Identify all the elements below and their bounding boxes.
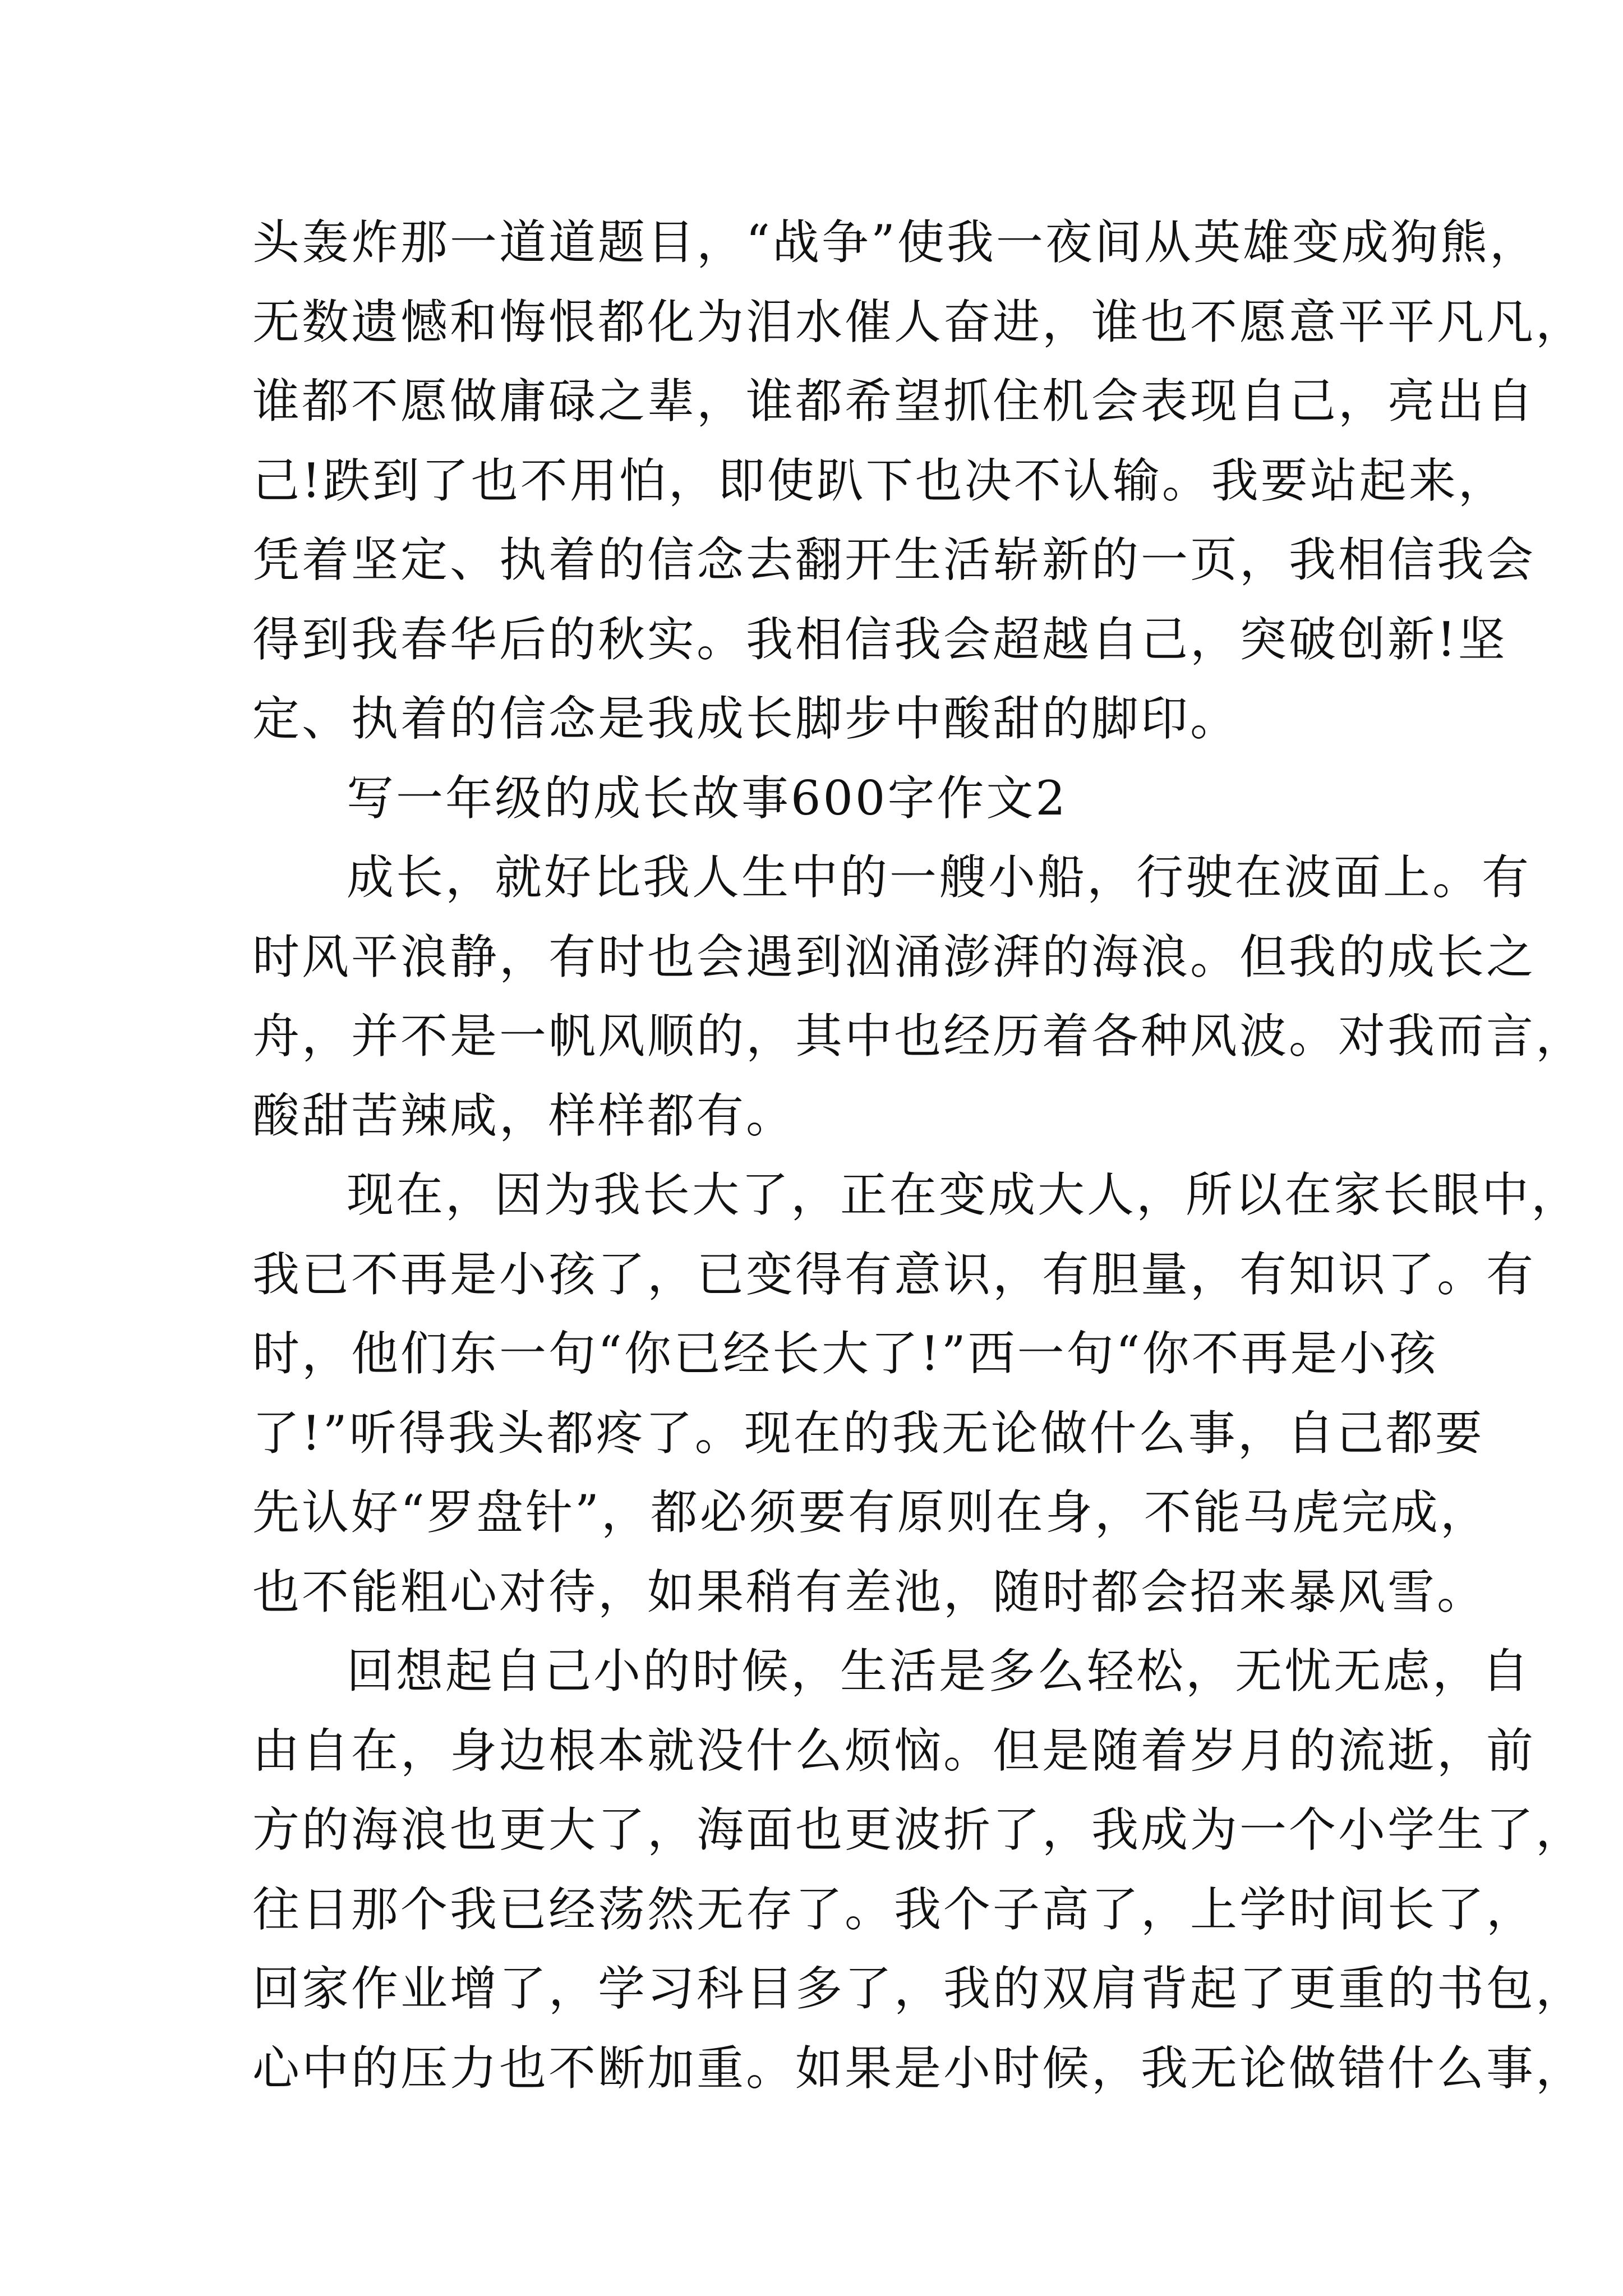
text-line: 无数遗憾和悔恨都化为泪水催人奋进，谁也不愿意平平凡凡，: [252, 294, 1585, 349]
text-line: 方的海浪也更大了，海面也更波折了，我成为一个小学生了，: [252, 1802, 1585, 1857]
text-line: 心中的压力也不断加重。如果是小时候，我无论做错什么事，: [252, 2040, 1585, 2096]
text-line: 时，他们东一句“你已经长大了!”西一句“你不再是小孩: [252, 1326, 1438, 1381]
paragraph-start-line: 回想起自己小的时候，生活是多么轻松，无忧无虑，自: [347, 1644, 1532, 1699]
text-line: 得到我春华后的秋实。我相信我会超越自己，突破创新!坚: [252, 611, 1507, 667]
text-line: 也不能粗心对待，如果稍有差池，随时都会招来暴风雪。: [252, 1564, 1487, 1619]
text-line: 我已不再是小孩了，已变得有意识，有胆量，有知识了。有: [252, 1246, 1536, 1302]
text-line: 回家作业增了，学习科目多了，我的双肩背起了更重的书包，: [252, 1961, 1585, 2016]
text-line: 头轰炸那一道道题目，“战争”使我一夜间从英雄变成狗熊，: [252, 215, 1539, 270]
text-line: 定、执着的信念是我成长脚步中酸甜的脚印。: [252, 691, 1240, 746]
essay-title: 写一年级的成长故事600字作文2: [347, 770, 1068, 826]
text-line: 由自在，身边根本就没什么烦恼。但是随着岁月的流逝，前: [252, 1723, 1536, 1778]
text-line: 舟，并不是一帆风顺的，其中也经历着各种风波。对我而言，: [252, 1009, 1585, 1064]
text-line: 谁都不愿做庸碌之辈，谁都希望抓住机会表现自己，亮出自: [252, 374, 1536, 429]
text-line: 往日那个我已经荡然无存了。我个子高了，上学时间长了，: [252, 1881, 1536, 1937]
text-line: 酸甜苦辣咸，样样都有。: [252, 1088, 796, 1143]
paragraph-start-line: 现在，因为我长大了，正在变成大人，所以在家长眼中，: [347, 1167, 1581, 1222]
text-line: 凭着坚定、执着的信念去翻开生活崭新的一页，我相信我会: [252, 532, 1536, 587]
essay-body: [252, 203, 1585, 2108]
text-line: 了!”听得我头都疼了。现在的我无论做什么事，自己都要: [252, 1405, 1484, 1461]
text-line: 先认好“罗盘针”，都必须要有原则在身，不能马虎完成，: [252, 1485, 1490, 1540]
text-line: 时风平浪静，有时也会遇到汹涌澎湃的海浪。但我的成长之: [252, 929, 1536, 984]
text-line: 己!跌到了也不用怕，即使趴下也决不认输。我要站起来，: [252, 453, 1507, 508]
paragraph-start-line: 成长，就好比我人生中的一艘小船，行驶在波面上。有: [347, 850, 1532, 905]
